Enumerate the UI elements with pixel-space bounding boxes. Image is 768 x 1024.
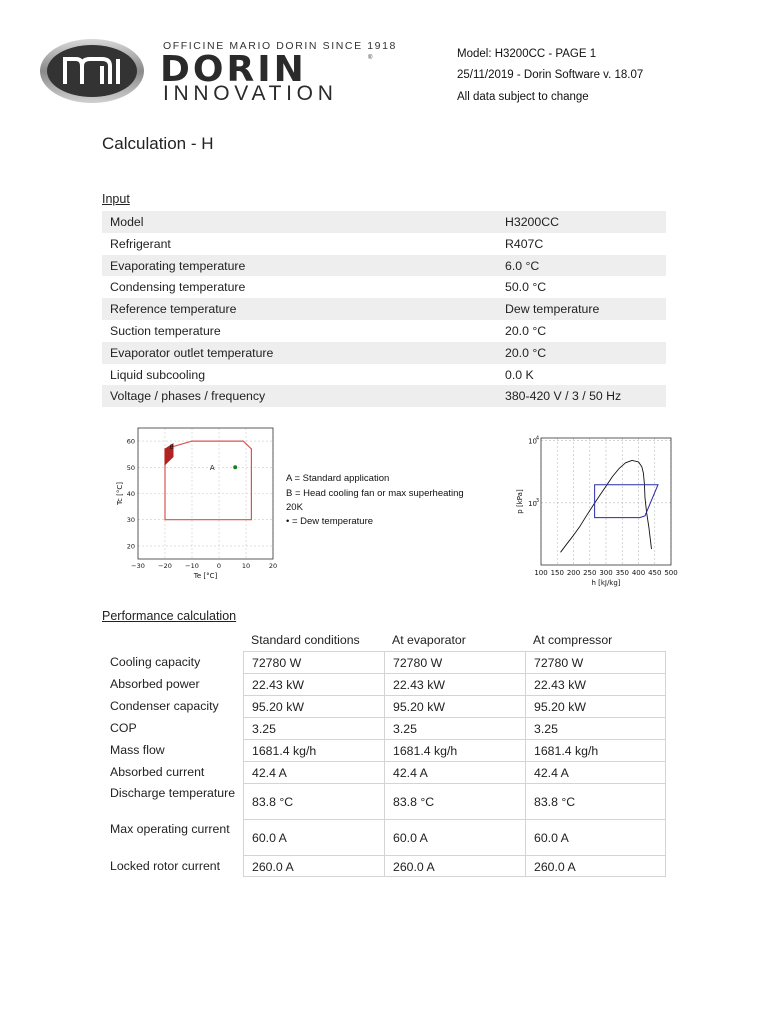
brand-tagline: OFFICINE MARIO DORIN SINCE 1918 bbox=[163, 40, 397, 52]
table-cell bbox=[243, 651, 384, 673]
table-cell bbox=[525, 783, 666, 819]
x-axis-label: Te [°C] bbox=[193, 572, 218, 580]
table-row bbox=[102, 342, 666, 364]
x-tick-label: 150 bbox=[550, 569, 564, 577]
cell-value: 22.43 kW bbox=[393, 677, 445, 692]
y-tick-label: 30 bbox=[126, 516, 135, 525]
table-row bbox=[102, 695, 666, 717]
table-row bbox=[102, 298, 666, 320]
y-tick-label: 20 bbox=[126, 542, 135, 551]
operating-point bbox=[233, 465, 237, 469]
row-value: 20.0 °C bbox=[505, 345, 547, 360]
row-label: Mass flow bbox=[110, 743, 165, 757]
x-tick-label: 450 bbox=[648, 569, 662, 577]
table-row bbox=[102, 233, 666, 255]
table-cell bbox=[384, 739, 525, 761]
x-tick-label: −10 bbox=[185, 562, 199, 570]
row-label: Absorbed current bbox=[110, 765, 205, 779]
column-header: At compressor bbox=[533, 633, 613, 647]
table-cell bbox=[384, 673, 525, 695]
row-label: Cooling capacity bbox=[110, 655, 201, 669]
table-cell bbox=[384, 819, 525, 855]
disclaimer: All data subject to change bbox=[457, 91, 589, 103]
x-tick-label: 20 bbox=[268, 562, 278, 570]
row-label: Evaporating temperature bbox=[110, 258, 246, 273]
x-tick-label: 500 bbox=[664, 569, 678, 577]
y-tick-exponent: 3 bbox=[535, 497, 539, 504]
table-cell bbox=[243, 819, 384, 855]
cell-value: 95.20 kW bbox=[534, 699, 586, 714]
date-software-info: 25/11/2019 - Dorin Software v. 18.07 bbox=[457, 69, 644, 81]
row-label: Suction temperature bbox=[110, 323, 221, 338]
cell-value: 95.20 kW bbox=[393, 699, 445, 714]
x-tick-label: 300 bbox=[599, 569, 613, 577]
model-page-info: Model: H3200CC - PAGE 1 bbox=[457, 48, 597, 60]
cell-value: 60.0 A bbox=[252, 830, 287, 845]
cell-value: 3.25 bbox=[534, 721, 558, 736]
row-label: COP bbox=[110, 721, 137, 735]
table-cell bbox=[525, 819, 666, 855]
cell-value: 60.0 A bbox=[393, 830, 428, 845]
cell-value: 42.4 A bbox=[252, 765, 287, 780]
row-label: Refrigerant bbox=[110, 236, 171, 251]
x-axis-label: h [kJ/kg] bbox=[591, 579, 621, 587]
table-cell bbox=[525, 855, 666, 877]
x-tick-label: −20 bbox=[158, 562, 172, 570]
performance-heading: Performance calculation bbox=[102, 609, 237, 623]
row-label: Voltage / phases / frequency bbox=[110, 389, 266, 404]
table-cell bbox=[384, 651, 525, 673]
table-cell bbox=[384, 855, 525, 877]
input-heading: Input bbox=[102, 192, 130, 206]
row-label: Reference temperature bbox=[110, 302, 237, 317]
table-row bbox=[102, 761, 666, 783]
cell-value: 72780 W bbox=[252, 655, 302, 670]
cell-value: 42.4 A bbox=[534, 765, 569, 780]
row-label: Condensing temperature bbox=[110, 280, 246, 295]
cell-value: 72780 W bbox=[534, 655, 584, 670]
envelope-region-a bbox=[165, 441, 251, 520]
cell-value: 83.8 °C bbox=[534, 794, 576, 809]
table-cell bbox=[525, 651, 666, 673]
x-tick-label: 200 bbox=[566, 569, 581, 577]
y-axis-label: Tc [°C] bbox=[116, 481, 124, 506]
cell-value: 3.25 bbox=[393, 721, 417, 736]
cell-value: 83.8 °C bbox=[393, 794, 435, 809]
cell-value: 22.43 kW bbox=[252, 677, 304, 692]
table-row bbox=[102, 783, 666, 819]
brand-name: DORIN bbox=[160, 49, 307, 90]
row-label: Locked rotor current bbox=[110, 859, 221, 873]
y-tick-label: 40 bbox=[126, 490, 135, 498]
cell-value: 1681.4 kg/h bbox=[393, 743, 458, 758]
table-cell bbox=[384, 717, 525, 739]
legend-entry-dot: • = Dew temperature bbox=[286, 516, 374, 527]
x-tick-label: 10 bbox=[241, 562, 251, 570]
row-label: Evaporator outlet temperature bbox=[110, 345, 274, 360]
row-label: Model bbox=[110, 215, 144, 229]
legend-entry-b-cont: 20K bbox=[286, 502, 303, 513]
table-row bbox=[102, 320, 666, 342]
row-label: Max operating current bbox=[110, 822, 230, 836]
cell-value: 260.0 A bbox=[393, 859, 435, 874]
region-label-b: B bbox=[169, 443, 174, 451]
x-tick-label: 250 bbox=[583, 569, 597, 577]
x-tick-label: 0 bbox=[216, 562, 222, 570]
operating-envelope-chart bbox=[110, 426, 285, 581]
table-cell bbox=[243, 761, 384, 783]
table-cell bbox=[525, 673, 666, 695]
x-tick-label: 100 bbox=[534, 569, 548, 577]
table-cell bbox=[525, 761, 666, 783]
table-cell bbox=[243, 739, 384, 761]
table-cell bbox=[525, 739, 666, 761]
cell-value: 260.0 A bbox=[252, 859, 294, 874]
cell-value: 3.25 bbox=[252, 721, 276, 736]
table-cell bbox=[384, 783, 525, 819]
table-cell bbox=[384, 695, 525, 717]
cell-value: 42.4 A bbox=[393, 765, 428, 780]
row-value: 50.0 °C bbox=[505, 280, 547, 295]
y-tick-exponent: 4 bbox=[535, 435, 539, 442]
cell-value: 72780 W bbox=[393, 655, 443, 670]
cell-value: 260.0 A bbox=[534, 859, 576, 874]
table-row bbox=[102, 276, 666, 298]
table-row bbox=[102, 717, 666, 739]
table-row bbox=[102, 651, 666, 673]
cell-value: 1681.4 kg/h bbox=[534, 743, 599, 758]
brand-subtitle: INNOVATION bbox=[163, 82, 338, 105]
table-row bbox=[102, 855, 666, 877]
cell-value: 1681.4 kg/h bbox=[252, 743, 317, 758]
ph-diagram-chart bbox=[510, 426, 680, 596]
table-cell bbox=[243, 673, 384, 695]
x-tick-label: −30 bbox=[131, 562, 145, 570]
table-cell bbox=[525, 717, 666, 739]
row-label: Discharge temperature bbox=[110, 786, 236, 800]
row-value: Dew temperature bbox=[505, 302, 600, 317]
y-tick-label: 50 bbox=[126, 463, 135, 472]
column-header: At evaporator bbox=[392, 633, 466, 647]
table-row bbox=[102, 255, 666, 277]
table-row bbox=[102, 364, 666, 386]
row-value: 0.0 K bbox=[505, 367, 534, 382]
table-cell bbox=[243, 855, 384, 877]
table-row bbox=[102, 819, 666, 855]
y-tick-label: 60 bbox=[126, 437, 135, 446]
row-value: H3200CC bbox=[505, 215, 559, 229]
table-cell bbox=[384, 761, 525, 783]
table-cell bbox=[243, 717, 384, 739]
x-tick-label: 400 bbox=[631, 569, 646, 577]
cell-value: 60.0 A bbox=[534, 830, 569, 845]
table-row bbox=[102, 385, 666, 407]
row-value: R407C bbox=[505, 236, 544, 251]
table-row bbox=[102, 211, 666, 233]
performance-table bbox=[102, 651, 666, 877]
row-value: 380-420 V / 3 / 50 Hz bbox=[505, 389, 622, 404]
row-value: 6.0 °C bbox=[505, 258, 540, 273]
input-table bbox=[102, 211, 666, 407]
table-cell bbox=[243, 783, 384, 819]
table-row bbox=[102, 673, 666, 695]
y-tick-label: 10 bbox=[528, 499, 537, 508]
page-title: Calculation - H bbox=[102, 134, 214, 153]
legend-entry-b: B = Head cooling fan or max superheating bbox=[286, 488, 464, 499]
row-label: Condenser capacity bbox=[110, 699, 219, 713]
dorin-logo-icon bbox=[38, 36, 148, 106]
row-label: Liquid subcooling bbox=[110, 367, 206, 382]
legend-entry-a: A = Standard application bbox=[286, 473, 390, 484]
table-cell bbox=[243, 695, 384, 717]
column-header: Standard conditions bbox=[251, 633, 360, 647]
cell-value: 95.20 kW bbox=[252, 699, 304, 714]
cell-value: 22.43 kW bbox=[534, 677, 586, 692]
cell-value: 83.8 °C bbox=[252, 794, 294, 809]
y-tick-label: 10 bbox=[528, 437, 537, 446]
row-value: 20.0 °C bbox=[505, 323, 547, 338]
table-cell bbox=[525, 695, 666, 717]
registered-mark: ® bbox=[368, 55, 373, 61]
x-tick-label: 350 bbox=[615, 569, 629, 577]
table-row bbox=[102, 739, 666, 761]
region-label-a: A bbox=[209, 463, 215, 472]
row-label: Absorbed power bbox=[110, 677, 200, 691]
y-axis-label: p [kPa] bbox=[516, 489, 524, 514]
